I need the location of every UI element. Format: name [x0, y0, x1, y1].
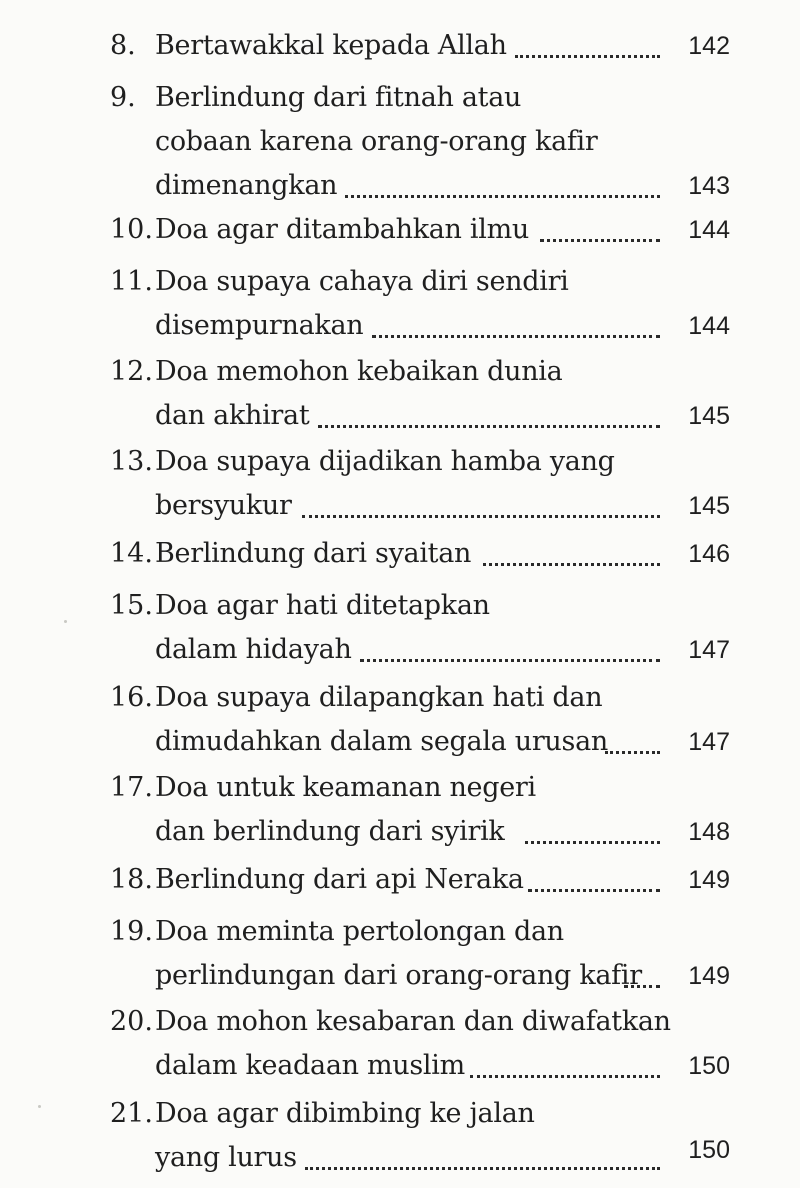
page-number: 149 [688, 866, 730, 894]
entry-number: 12. [110, 356, 153, 387]
entry-number: 10. [110, 214, 153, 245]
page-number: 148 [688, 818, 730, 846]
entry-title-continued: perlindungan dari orang-orang kafir [155, 960, 642, 991]
entry-title: Doa supaya dilapangkan hati dan [155, 682, 603, 713]
entry-number: 11. [110, 266, 153, 297]
toc-line [0, 394, 800, 438]
page-number: 146 [688, 540, 730, 568]
page-number: 144 [688, 312, 730, 340]
entry-title: Berlindung dari api Neraka [155, 864, 524, 895]
entry-number: 16. [110, 682, 153, 713]
toc-line [0, 858, 800, 902]
entry-title-continued: dalam keadaan muslim [155, 1050, 465, 1081]
page-number: 147 [688, 636, 730, 664]
paper-speck [64, 620, 67, 623]
page-number: 143 [688, 172, 730, 200]
entry-title-continued: dimenangkan [155, 170, 338, 201]
page-number: 142 [688, 32, 730, 60]
dot-leader [483, 561, 660, 566]
dot-leader [372, 333, 660, 338]
entry-title: Berlindung dari fitnah atau [155, 82, 522, 113]
toc-line [0, 810, 800, 854]
entry-title: Doa supaya cahaya diri sendiri [155, 266, 569, 297]
toc-line [0, 120, 800, 164]
toc-line [0, 720, 800, 764]
page-number: 150 [688, 1052, 730, 1080]
entry-title-continued: dimudahkan dalam segala urusan [155, 726, 608, 757]
toc-line [0, 164, 800, 208]
entry-number: 9. [110, 82, 136, 113]
toc-line [0, 532, 800, 576]
entry-title-continued: bersyukur [155, 490, 292, 521]
toc-line [0, 1044, 800, 1088]
toc-line [0, 440, 800, 484]
dot-leader [318, 423, 660, 428]
page-number: 145 [688, 402, 730, 430]
entry-number: 17. [110, 772, 153, 803]
entry-title-continued: dan berlindung dari syirik [155, 816, 505, 847]
paper-speck [38, 1105, 41, 1108]
entry-title-continued: dan akhirat [155, 400, 310, 431]
toc-line [0, 676, 800, 720]
toc-line [0, 1136, 800, 1180]
entry-title: Doa supaya dijadikan hamba yang [155, 446, 615, 477]
entry-title: Bertawakkal kepada Allah [155, 30, 507, 61]
dot-leader [540, 237, 660, 242]
dot-leader [528, 887, 660, 892]
toc-line [0, 628, 800, 672]
dot-leader [624, 983, 660, 988]
entry-title-continued: cobaan karena orang-orang kafir [155, 126, 598, 157]
entry-number: 14. [110, 538, 153, 569]
toc-line [0, 766, 800, 810]
page-number: 150 [688, 1136, 730, 1164]
dot-leader [305, 1165, 660, 1170]
entry-title: Doa agar hati ditetapkan [155, 590, 490, 621]
toc-line [0, 910, 800, 954]
entry-number: 18. [110, 864, 153, 895]
page-number: 144 [688, 216, 730, 244]
dot-leader [470, 1073, 660, 1078]
entry-number: 8. [110, 30, 136, 61]
entry-number: 21. [110, 1098, 153, 1129]
dot-leader [515, 53, 660, 58]
toc-line [0, 484, 800, 528]
dot-leader [302, 513, 660, 518]
dot-leader [605, 749, 660, 754]
entry-title: Doa untuk keamanan negeri [155, 772, 536, 803]
toc-line [0, 208, 800, 252]
page-number: 145 [688, 492, 730, 520]
toc-line [0, 304, 800, 348]
entry-title-continued: yang lurus [155, 1142, 297, 1173]
toc-line [0, 76, 800, 120]
entry-title-continued: disempurnakan [155, 310, 364, 341]
entry-number: 19. [110, 916, 153, 947]
dot-leader [360, 657, 660, 662]
entry-title: Berlindung dari syaitan [155, 538, 472, 569]
page-number: 149 [688, 962, 730, 990]
entry-title: Doa agar dibimbing ke jalan [155, 1098, 535, 1129]
entry-title: Doa meminta pertolongan dan [155, 916, 564, 947]
toc-line [0, 24, 800, 68]
entry-number: 15. [110, 590, 153, 621]
toc-line [0, 954, 800, 998]
entry-title: Doa agar ditambahkan ilmu [155, 214, 529, 245]
toc-line [0, 350, 800, 394]
entry-title: Doa memohon kebaikan dunia [155, 356, 563, 387]
entry-title: Doa mohon kesabaran dan diwafatkan [155, 1006, 671, 1037]
dot-leader [345, 193, 660, 198]
toc-line [0, 260, 800, 304]
entry-number: 13. [110, 446, 153, 477]
entry-number: 20. [110, 1006, 153, 1037]
page-number: 147 [688, 728, 730, 756]
dot-leader [525, 839, 660, 844]
toc-line [0, 584, 800, 628]
entry-title-continued: dalam hidayah [155, 634, 352, 665]
toc-line [0, 1000, 800, 1044]
